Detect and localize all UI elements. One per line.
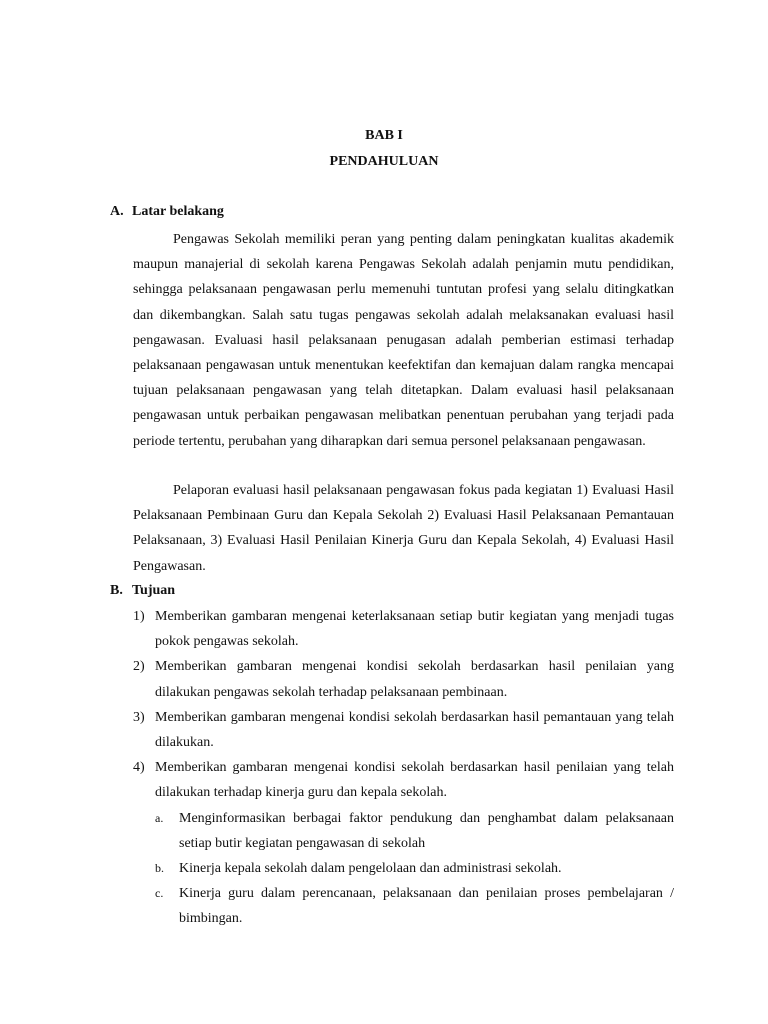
sub-list-marker: a. — [155, 810, 164, 825]
body-paragraph: Pengawas Sekolah memiliki peran yang penting dalam peningkatan kualitas akademik maupun manajerial di sekolah karena Pengawas Sekolah adalah penjamin mutu pendidikan, sehingga pelaksanaan pengawasan perlu memenuhi tuntutan profesi yang selalu ditingkatkan dan dikembangkan. Salah satu tugas pengawas sekolah adalah melaksanakan evaluasi hasil pengawasan. Evaluasi hasil pelaksanaan penugasan adalah pemberian estimasi terhadap pelaksanaan pengawasan untuk menentukan keefektifan dan kemajuan dalam rangka mencapai tujuan pelaksanaan pengawasan yang telah ditetapkan. Dalam evaluasi hasil pelaksanaan pengawasan untuk perbaikan pengawasan melibatkan penentuan perubahan yang terjadi pada periode tertentu, perubahan yang diharapkan dari semua personel pelaksanaan pengawasan. — [133, 232, 674, 449]
sub-list-item-text: Kinerja guru dalam perencanaan, pelaksanaan dan penilaian proses pembelajaran / bimbingan. — [179, 886, 674, 927]
sub-list-item-text: Kinerja kepala sekolah dalam pengelolaan dan administrasi sekolah. — [179, 861, 562, 877]
chapter-title: PENDAHULUAN — [329, 154, 439, 169]
list-item — [133, 755, 674, 931]
section-letter: A. — [110, 204, 124, 219]
list-item — [133, 654, 674, 704]
section-heading-latar-belakang — [110, 204, 224, 220]
section-letter: B. — [110, 583, 123, 598]
list-item-text: Memberikan gambaran mengenai kondisi sekolah berdasarkan hasil penilaian yang dilakukan pengawas sekolah terhadap pelaksanaan pembinaan. — [155, 659, 674, 700]
list-marker: 2) — [133, 659, 145, 675]
sub-list — [155, 806, 674, 932]
list-item-text: Memberikan gambaran mengenai kondisi sekolah berdasarkan hasil penilaian yang telah dilakukan terhadap kinerja guru dan kepala sekolah. — [155, 760, 674, 801]
section-title: Latar belakang — [132, 204, 224, 219]
objectives-list — [133, 604, 674, 932]
list-marker: 1) — [133, 609, 145, 624]
body-paragraph: Pelaporan evaluasi hasil pelaksanaan pengawasan fokus pada kegiatan 1) Evaluasi Hasil Pelaksanaan Pembinaan Guru dan Kepala Sekolah 2) Evaluasi Hasil Pelaksanaan Pemantauan Pelaksanaan, 3) Evaluasi Hasil Penilaian Kinerja Guru dan Kepala Sekolah, 4) Evaluasi Hasil Pengawasan. — [133, 483, 674, 574]
list-item — [133, 705, 674, 755]
section-heading-tujuan — [110, 583, 175, 599]
sub-list-marker: c. — [155, 886, 164, 901]
section-title: Tujuan — [132, 583, 176, 598]
chapter-number: BAB I — [365, 128, 403, 143]
sub-list-item — [155, 806, 674, 856]
paragraph-block — [133, 478, 674, 579]
list-item — [133, 604, 674, 654]
sub-list-marker: b. — [155, 861, 164, 876]
list-marker: 3) — [133, 709, 145, 725]
sub-list-item — [155, 881, 674, 931]
sub-list-item-text: Menginformasikan berbagai faktor pendukung dan penghambat dalam pelaksanaan setiap butir kegiatan pengawasan di sekolah — [179, 810, 674, 851]
paragraph-block — [133, 227, 674, 454]
list-marker: 4) — [133, 760, 145, 776]
list-item-text: Memberikan gambaran mengenai kondisi sekolah berdasarkan hasil pemantauan yang telah dilakukan. — [155, 709, 674, 751]
list-item-text: Memberikan gambaran mengenai keterlaksanaan setiap butir kegiatan yang menjadi tugas pokok pengawas sekolah. — [155, 609, 674, 650]
sub-list-item — [155, 856, 674, 881]
